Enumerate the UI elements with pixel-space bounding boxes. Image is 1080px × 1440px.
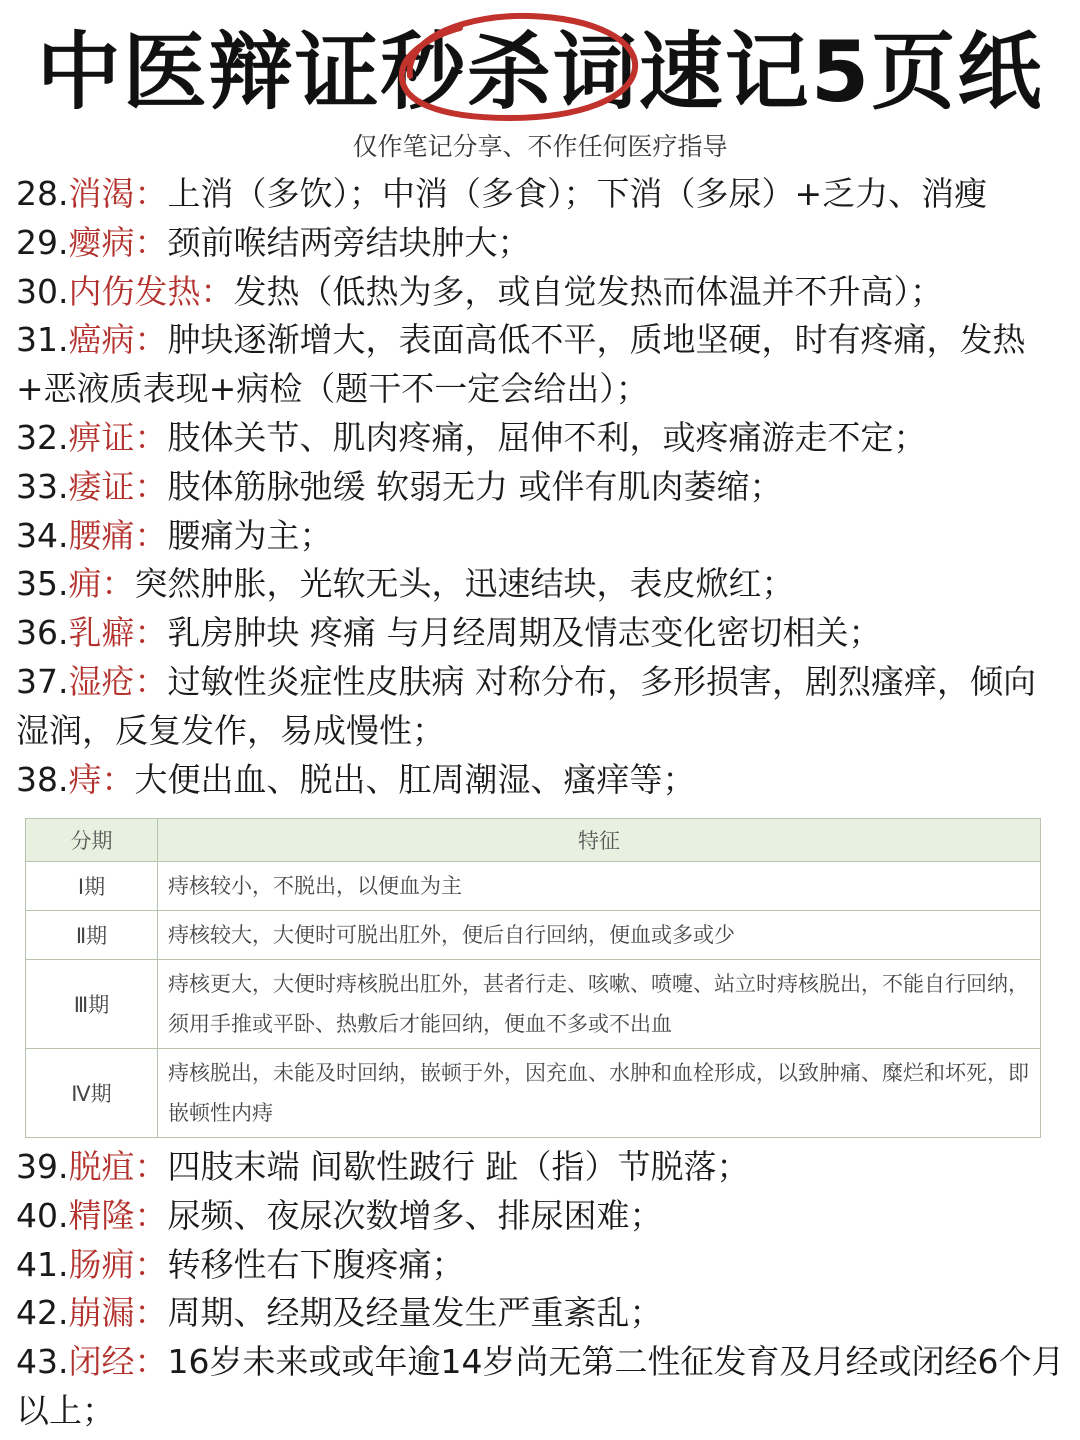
entry-item: 39.脱疽：四肢末端 间歇性跛行 趾（指）节脱落； <box>16 1147 750 1186</box>
entry-item: 36.乳癖：乳房肿块 疼痛 与月经周期及情志变化密切相关； <box>16 613 882 653</box>
entry-item: 42.崩漏：周期、经期及经量发生严重紊乱； <box>16 1293 663 1333</box>
table-row <box>26 1049 1041 1138</box>
entry-list-bottom <box>16 1143 1066 1436</box>
table-cell-stage: Ⅱ期 <box>26 911 158 960</box>
entry-item: 33.痿证：肢体筋脉弛缓 软弱无力 或伴有肌肉萎缩； <box>16 466 783 506</box>
table-cell-feature: 痔核较小，不脱出，以便血为主 <box>158 862 1041 911</box>
header <box>0 0 1080 170</box>
entry-item: 28.消渴：上消（多饮）；中消（多食）；下消（多尿）+乏力、消瘦 <box>16 174 988 213</box>
table-row <box>26 911 1041 960</box>
entry-item: 40.精隆：尿频、夜尿次数增多、排尿困难； <box>16 1195 663 1235</box>
entry-item: 43.闭经：16岁未来或或年逾14岁尚无第二性征发育及月经或闭经6个月以上； <box>16 1342 1065 1430</box>
hemorrhoid-stage-table <box>25 818 1041 1138</box>
table-cell-feature: 痔核更大，大便时痔核脱出肛外，甚者行走、咳嗽、喷嚏、站立时痔核脱出，不能自行回纳，须用手推或平卧、热敷后才能回纳，便血不多或不出血 <box>158 960 1041 1049</box>
entry-item: 29.瘿病：颈前喉结两旁结块肿大； <box>16 222 531 262</box>
table-cell-stage: Ⅳ期 <box>26 1049 158 1138</box>
page-title: 中医辩证秒杀词速记5页纸 <box>36 23 1044 121</box>
table-header-cell: 特征 <box>158 819 1041 862</box>
table-header-cell: 分期 <box>26 819 158 862</box>
page-subtitle: 仅作笔记分享、不作任何医疗指导 <box>352 132 728 161</box>
entry-item: 38.痔：大便出血、脱出、肛周潮湿、瘙痒等； <box>16 759 696 799</box>
table-row <box>26 960 1041 1049</box>
table-cell-stage: Ⅰ期 <box>26 862 158 911</box>
entry-item: 37.湿疮：过敏性炎症性皮肤病 对称分布，多形损害，剧烈瘙痒，倾向湿润，反复发作，易成慢性； <box>16 661 1036 750</box>
table-cell-stage: Ⅲ期 <box>26 960 158 1049</box>
entry-item: 35.痈：突然肿胀，光软无头，迅速结块，表皮焮红； <box>16 564 795 604</box>
entry-item: 32.痹证：肢体关节、肌肉疼痛，屈伸不利，或疼痛游走不定； <box>16 417 927 457</box>
entry-item: 30.内伤发热：发热（低热为多，或自觉发热而体温并不升高）； <box>16 271 943 311</box>
entry-item: 34.腰痛：腰痛为主； <box>16 515 333 555</box>
entry-list-top <box>16 170 1066 804</box>
entry-item: 31.癌病：肿块逐渐增大，表面高低不平，质地坚硬，时有疼痛，发热+恶液质表现+病检（题干不一定会给出）； <box>16 320 1026 409</box>
entry-item: 41.肠痈：转移性右下腹疼痛； <box>16 1244 465 1284</box>
table-cell-feature: 痔核较大，大便时可脱出肛外，便后自行回纳，便血或多或少 <box>158 911 1041 960</box>
table-row <box>26 862 1041 911</box>
table-header-row <box>26 819 1041 862</box>
table-cell-feature: 痔核脱出，未能及时回纳，嵌顿于外，因充血、水肿和血栓形成，以致肿痛、糜烂和坏死，即嵌顿性内痔 <box>158 1049 1041 1138</box>
